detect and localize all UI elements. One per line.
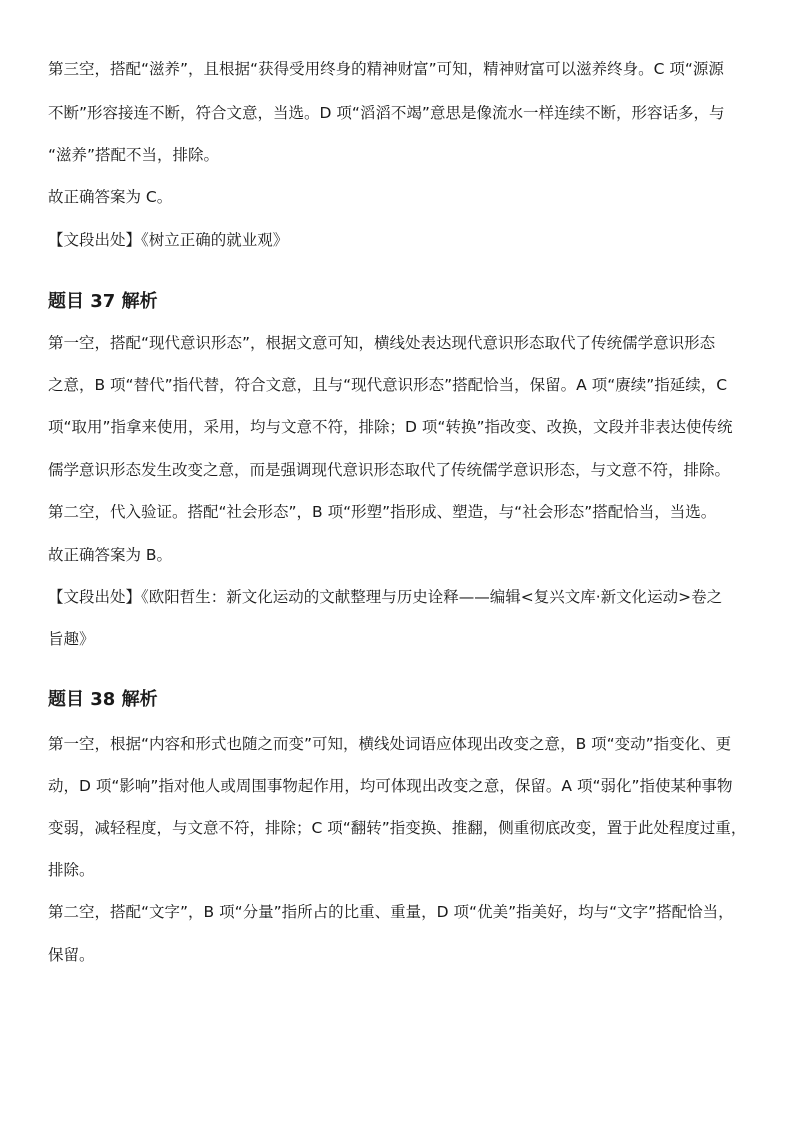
intro-answer: 故正确答案为 C。 [48, 188, 173, 206]
intro-line-2: 不断”形容接连不断，符合文意，当选。D 项“滔滔不竭”意思是像流水一样连续不断，形容话多，与 [48, 104, 725, 122]
intro-line-1: 第三空，搭配“滋养”，且根据“获得受用终身的精神财富”可知，精神财富可以滋养终身。C 项“源源 [48, 60, 724, 78]
intro-source: 【文段出处】《树立正确的就业观》 [48, 231, 289, 249]
q38-line-1: 第一空，根据“内容和形式也随之而变”可知，横线处词语应体现出改变之意，B 项“变动”指变化、更 [48, 735, 732, 753]
q37-source-cont: 旨趣》 [48, 630, 95, 648]
q38-line-2: 动，D 项“影响”指对他人或周围事物起作用，均可体现出改变之意，保留。A 项“弱化”指使某种事物 [48, 777, 733, 795]
q37-line-1: 第一空，搭配“现代意识形态”，根据文意可知，横线处表达现代意识形态取代了传统儒学意识形态 [48, 334, 716, 352]
q37-answer: 故正确答案为 B。 [48, 546, 173, 564]
q38-line-6: 保留。 [48, 946, 95, 964]
intro-line-3: “滋养”搭配不当，排除。 [48, 146, 220, 164]
q37-heading: 题目 37 解析 [48, 291, 158, 312]
q37-source: 【文段出处】《欧阳哲生：新文化运动的文献整理与历史诠释——编辑<复兴文库·新文化运动>卷之 [48, 588, 723, 606]
q37-line-3: 项“取用”指拿来使用，采用，均与文意不符，排除；D 项“转换”指改变、改换，文段并非表达使传统 [48, 418, 733, 436]
q37-line-2: 之意，B 项“替代”指代替，符合文意，且与“现代意识形态”搭配恰当，保留。A 项“赓续”指延续，C [48, 376, 728, 394]
q38-line-5: 第二空，搭配“文字”，B 项“分量”指所占的比重、重量，D 项“优美”指美好，均与“文字”搭配恰当， [48, 903, 734, 921]
q37-line-5: 第二空，代入验证。搭配“社会形态”，B 项“形塑”指形成、塑造，与“社会形态”搭配恰当，当选。 [48, 503, 717, 521]
q38-line-4: 排除。 [48, 861, 95, 879]
q37-line-4: 儒学意识形态发生改变之意，而是强调现代意识形态取代了传统儒学意识形态，与文意不符，排除。 [48, 461, 731, 479]
q38-heading: 题目 38 解析 [48, 689, 158, 710]
q38-line-3: 变弱，减轻程度，与文意不符，排除；C 项“翻转”指变换、推翻，侧重彻底改变，置于此处程度过重， [48, 819, 747, 837]
